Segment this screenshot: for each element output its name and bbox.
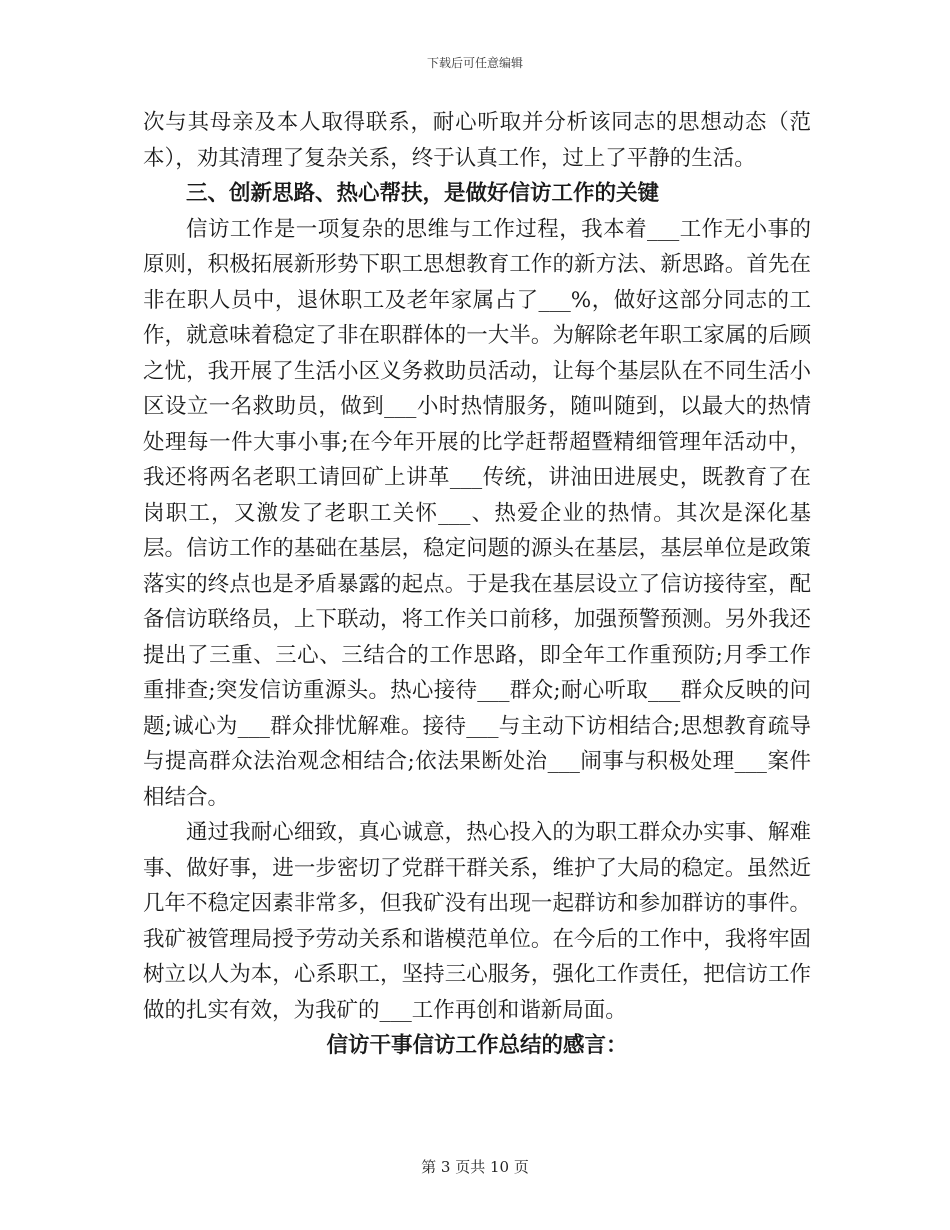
section-heading: 三、创新思路、热心帮扶，是做好信访工作的关键 (186, 181, 660, 206)
closing-heading: 信访干事信访工作总结的感言： (326, 1033, 628, 1058)
paragraph-body: 信访工作是一项复杂的思维与工作过程，我本着___工作无小事的原则，积极拓展新形势下职工思想教育工作的新方法、新思路。首先在非在职人员中，退休职工及老年家属占了___%，做好这部分同志的工作，就意味着稳定了非在职群体的一大半。为解除老年职工家属的后顾之忧，我开展了生活小区义务救助员活动，让每个基层队在不同生活小区设立一名救助员，做到___小时热情服务，随叫随到，以最大的热情处理每一件大事小事;在今年开展的比学赶帮超暨精细管理年活动中，我还将两名老职工请回矿上讲革___传统，讲油田进展史，既教育了在岗职工，又激发了老职工关怀___、热爱企业的热情。其次是深化基层。信访工作的基础在基层，稳定问题的源头在基层，基层单位是政策落实的终点也是矛盾暴露的起点。于是我在基层设立了信访接待室，配备信访联络员，上下联动，将工作关口前移，加强预警预测。另外我还提出了三重、三心、三结合的工作思路，即全年工作重预防;月季工作重排查;突发信访重源头。热心接待___群众;耐心听取___群众反映的问题;诚心为___群众排忧解难。接待___与主动下访相结合;思想教育疏导与提高群众法治观念相结合;依法果断处治___闹事与积极处理___案件相结合。 (143, 216, 811, 810)
paragraph-conclusion: 通过我耐心细致，真心诚意，热心投入的为职工群众办实事、解难事、做好事，进一步密切了党群干群关系，维护了大局的稳定。虽然近几年不稳定因素非常多，但我矿没有出现一起群访和参加群访的事件。我矿被管理局授予劳动关系和谐模范单位。在今后的工作中，我将牢固树立以人为本，心系职工，坚持三心服务，强化工作责任，把信访工作做的扎实有效，为我矿的___工作再创和谐新局面。 (143, 820, 811, 1023)
paragraph-continuation: 次与其母亲及本人取得联系，耐心听取并分析该同志的思想动态（范本），劝其清理了复杂关系，终于认真工作，过上了平静的生活。 (143, 110, 811, 171)
page-number: 第 3 页共 10 页 (421, 1158, 529, 1176)
document-body (143, 105, 811, 1064)
page-header: 下载后可任意编辑 (426, 56, 523, 70)
